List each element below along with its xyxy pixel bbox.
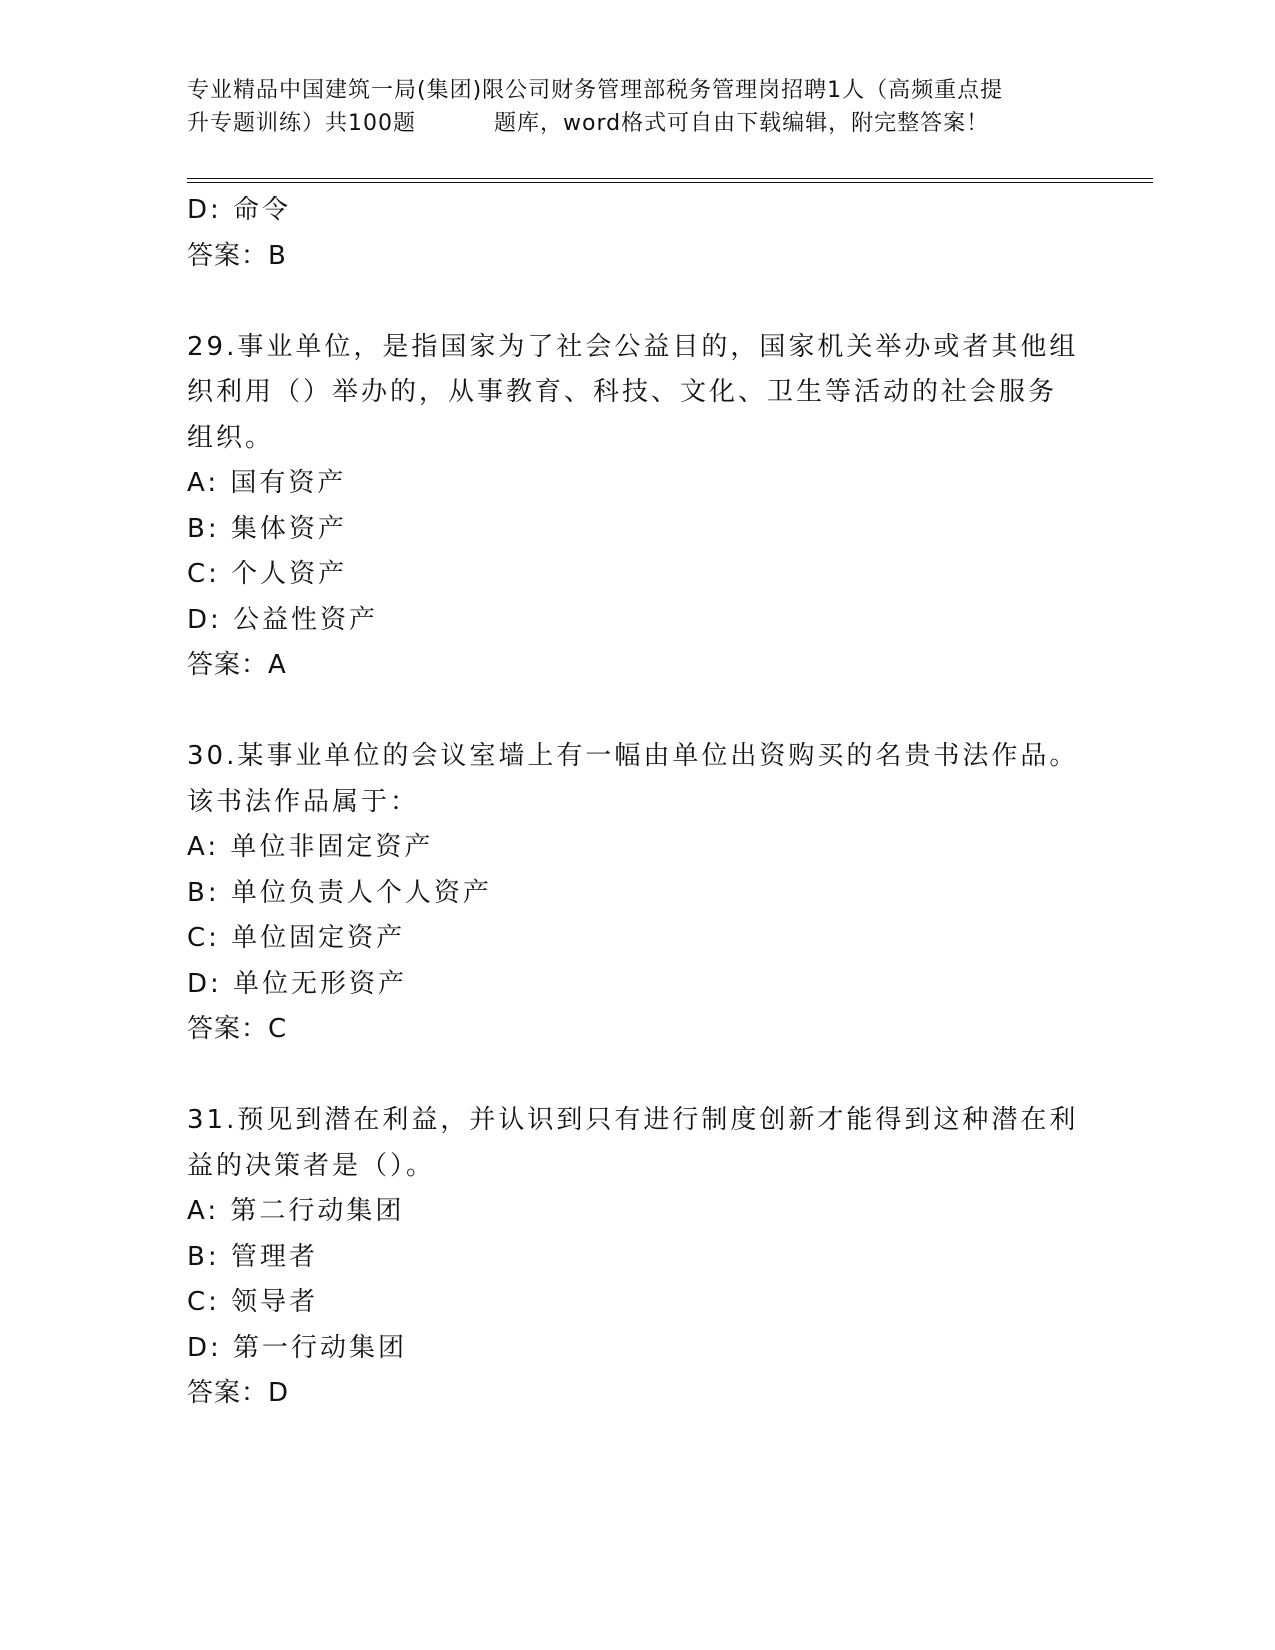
question-stem-line: 织利用（）举办的，从事教育、科技、文化、卫生等活动的社会服务 [187,377,1058,407]
question-stem-line: 该书法作品属于： [187,786,420,817]
question-30 [187,734,1087,1053]
header-title-line-1: 专业精品中国建筑一局(集团)限公司财务管理部税务管理岗招聘1人（高频重点提 [187,78,1004,103]
carryover-question [187,188,1087,279]
option-c: C: 单位固定资产 [187,923,406,953]
page-header [187,74,1087,140]
answer-line: 答案：B [187,240,287,271]
header-divider-bottom [187,182,1153,183]
option-d: D: 单位无形资产 [187,968,408,999]
question-31 [187,1098,1087,1417]
question-stem-line: 31.预见到潜在利益，并认识到只有进行制度创新才能得到这种潜在利 [187,1105,1079,1135]
header-title-line-2-left: 升专题训练）共100题 [187,111,416,136]
header-divider-top [187,178,1153,179]
option-a: A: 国有资产 [187,468,347,498]
question-stem-line: 30.某事业单位的会议室墙上有一幅由单位出资购买的名贵书法作品。 [187,741,1079,771]
option-a: A: 单位非固定资产 [187,832,434,862]
option-c: C: 个人资产 [187,559,348,589]
question-29 [187,325,1087,689]
option-d: D: 命令 [187,195,292,225]
header-title-line-2 [187,107,1087,140]
question-stem-line: 29.事业单位，是指国家为了社会公益目的，国家机关举办或者其他组 [187,331,1079,362]
question-stem-line: 益的决策者是（）。 [187,1150,436,1181]
option-b: B: 管理者 [187,1241,318,1272]
answer-line: 答案：C [187,1014,288,1044]
header-title-line-2-right: 题库，word格式可自由下载编辑，附完整答案！ [494,111,990,136]
option-d: D: 公益性资产 [187,604,379,635]
answer-line: 答案：A [187,650,287,680]
question-stem-line: 组织。 [187,422,275,453]
option-d: D: 第一行动集团 [187,1332,408,1363]
option-b: B: 集体资产 [187,513,347,544]
option-c: C: 领导者 [187,1287,319,1317]
answer-line: 答案：D [187,1378,290,1408]
question-list [187,188,1087,1417]
option-a: A: 第二行动集团 [187,1196,405,1226]
option-b: B: 单位负责人个人资产 [187,877,492,908]
